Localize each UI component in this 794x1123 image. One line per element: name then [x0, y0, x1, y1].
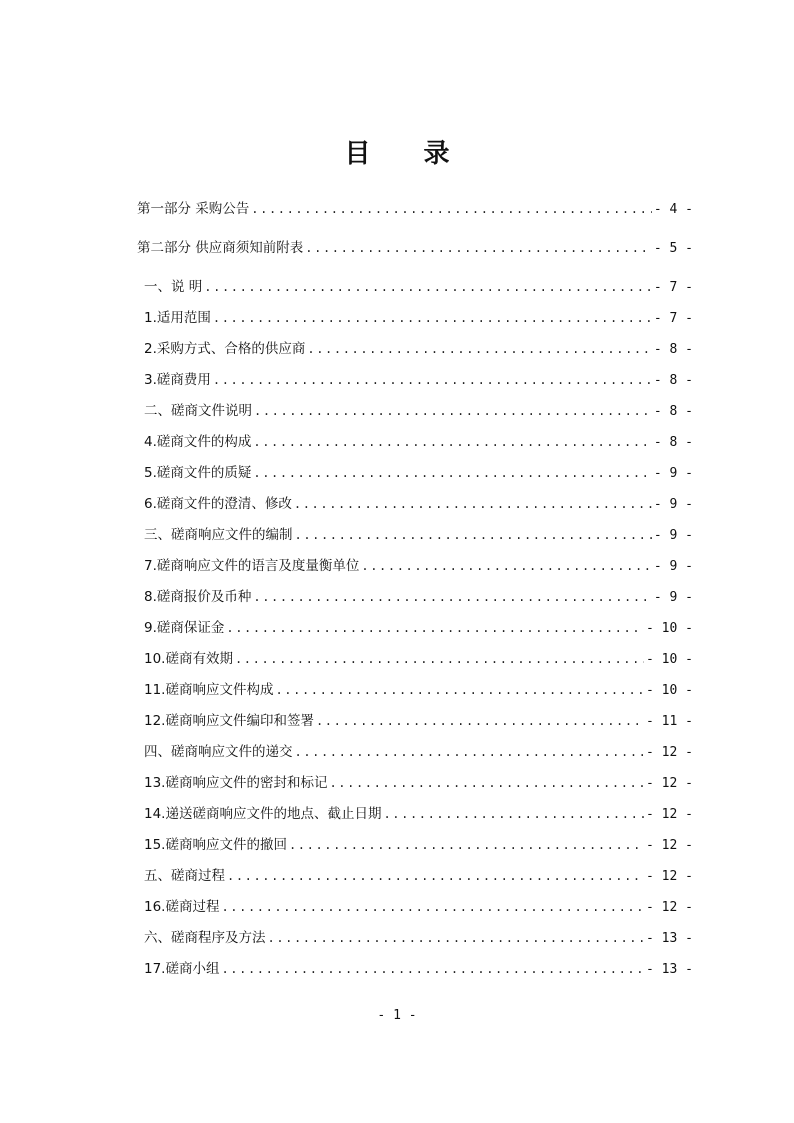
toc-entry-page: - 10 - [646, 652, 693, 667]
toc-entry[interactable] [137, 461, 693, 492]
toc-entry-label: 四、磋商响应文件的递交 [144, 744, 293, 760]
toc-entry-label: 2.采购方式、合格的供应商 [144, 341, 306, 357]
toc-leader-dots [305, 241, 652, 255]
toc-entry-label: 8.磋商报价及币种 [144, 589, 252, 605]
toc-entry-label: 六、磋商程序及方法 [144, 930, 266, 946]
toc-entry-label: 13.磋商响应文件的密封和标记 [144, 775, 328, 791]
toc-entry[interactable] [137, 864, 693, 895]
toc-leader-dots [295, 745, 645, 759]
toc-entry[interactable] [137, 895, 693, 926]
toc-entry-label: 6.磋商文件的澄清、修改 [144, 496, 292, 512]
toc-entry-label: 16.磋商过程 [144, 899, 220, 915]
toc-entry-label: 二、磋商文件说明 [144, 403, 252, 419]
toc-entry[interactable] [137, 616, 693, 647]
toc-entry-page: - 12 - [646, 776, 693, 791]
toc-leader-dots [213, 373, 652, 387]
toc-entry[interactable] [137, 306, 693, 337]
toc-leader-dots [275, 683, 644, 697]
toc-entry-label: 5.磋商文件的质疑 [144, 465, 252, 481]
toc-entry[interactable] [137, 337, 693, 368]
toc-leader-dots [253, 435, 651, 449]
toc-entry[interactable] [137, 833, 693, 864]
toc-entry-label: 一、说 明 [144, 279, 203, 295]
toc-entry[interactable] [137, 399, 693, 430]
toc-entry-page: - 13 - [646, 962, 693, 977]
toc-entry-page: - 4 - [653, 202, 693, 217]
toc-entry[interactable] [137, 492, 693, 523]
toc-entry-label: 五、磋商过程 [144, 868, 225, 884]
toc-entry[interactable] [137, 236, 693, 275]
toc-entry-page: - 13 - [646, 931, 693, 946]
toc-entry-page: - 11 - [646, 714, 693, 729]
toc-leader-dots [329, 776, 644, 790]
toc-entry[interactable] [137, 275, 693, 306]
toc-entry[interactable] [137, 740, 693, 771]
toc-entry-page: - 8 - [653, 404, 693, 419]
toc-entry-label: 第二部分 供应商须知前附表 [137, 240, 304, 256]
toc-leader-dots [213, 311, 652, 325]
toc-entry-page: - 12 - [646, 745, 693, 760]
toc-entry[interactable] [137, 585, 693, 616]
toc-leader-dots [295, 528, 652, 542]
toc-leader-dots [221, 900, 644, 914]
toc-leader-dots [307, 342, 651, 356]
toc-leader-dots [253, 466, 651, 480]
toc-entry-page: - 8 - [653, 373, 693, 388]
toc-entry-label: 10.磋商有效期 [144, 651, 233, 667]
toc-entry-page: - 7 - [653, 311, 693, 326]
toc-entry-label: 1.适用范围 [144, 310, 211, 326]
toc-leader-dots [251, 202, 652, 216]
toc-leader-dots [316, 714, 644, 728]
toc-entry[interactable] [137, 554, 693, 585]
toc-entry-label: 14.递送磋商响应文件的地点、截止日期 [144, 806, 382, 822]
toc-entry-page: - 9 - [653, 559, 693, 574]
toc-entry-page: - 9 - [653, 497, 693, 512]
toc-entry[interactable] [137, 771, 693, 802]
toc-entry[interactable] [137, 678, 693, 709]
toc-entry-label: 7.磋商响应文件的语言及度量衡单位 [144, 558, 360, 574]
toc-entry[interactable] [137, 430, 693, 461]
toc-entry[interactable] [137, 197, 693, 236]
toc-entry-label: 3.磋商费用 [144, 372, 211, 388]
toc-entry-page: - 9 - [653, 466, 693, 481]
toc-entry-page: - 9 - [653, 590, 693, 605]
toc-entry[interactable] [137, 368, 693, 399]
toc-entry[interactable] [137, 926, 693, 957]
page-title: 目 录 [344, 139, 472, 169]
toc-leader-dots [383, 807, 644, 821]
toc-entry[interactable] [137, 523, 693, 554]
page-number-footer: - 1 - [377, 1008, 417, 1023]
toc-entry-page: - 10 - [646, 683, 693, 698]
toc-leader-dots [235, 652, 644, 666]
toc-leader-dots [361, 559, 651, 573]
toc-leader-dots [289, 838, 644, 852]
toc-entry-page: - 8 - [653, 342, 693, 357]
toc-entry-page: - 9 - [653, 528, 693, 543]
toc-leader-dots [221, 962, 644, 976]
toc-entry[interactable] [137, 709, 693, 740]
toc-entry-page: - 12 - [646, 807, 693, 822]
toc-entry-label: 12.磋商响应文件编印和签署 [144, 713, 314, 729]
toc-entry-label: 9.磋商保证金 [144, 620, 225, 636]
toc-entry-label: 15.磋商响应文件的撤回 [144, 837, 287, 853]
toc-entry-label: 三、磋商响应文件的编制 [144, 527, 293, 543]
toc-leader-dots [254, 404, 652, 418]
toc-entry-page: - 7 - [653, 280, 693, 295]
toc-leader-dots [253, 590, 651, 604]
toc-entry-page: - 10 - [646, 621, 693, 636]
toc-entry-label: 11.磋商响应文件构成 [144, 682, 274, 698]
toc-entry-page: - 5 - [653, 241, 693, 256]
toc-entry-label: 17.磋商小组 [144, 961, 220, 977]
toc-entry[interactable] [137, 957, 693, 988]
toc-leader-dots [226, 621, 644, 635]
toc-leader-dots [204, 280, 652, 294]
toc-entry-page: - 12 - [646, 838, 693, 853]
toc-entry-label: 4.磋商文件的构成 [144, 434, 252, 450]
toc-entry[interactable] [137, 647, 693, 678]
toc-leader-dots [227, 869, 644, 883]
table-of-contents [137, 197, 693, 988]
toc-entry-page: - 12 - [646, 869, 693, 884]
toc-entry-label: 第一部分 采购公告 [137, 201, 250, 217]
toc-entry-page: - 8 - [653, 435, 693, 450]
toc-leader-dots [294, 497, 652, 511]
toc-leader-dots [268, 931, 645, 945]
toc-entry[interactable] [137, 802, 693, 833]
toc-entry-page: - 12 - [646, 900, 693, 915]
